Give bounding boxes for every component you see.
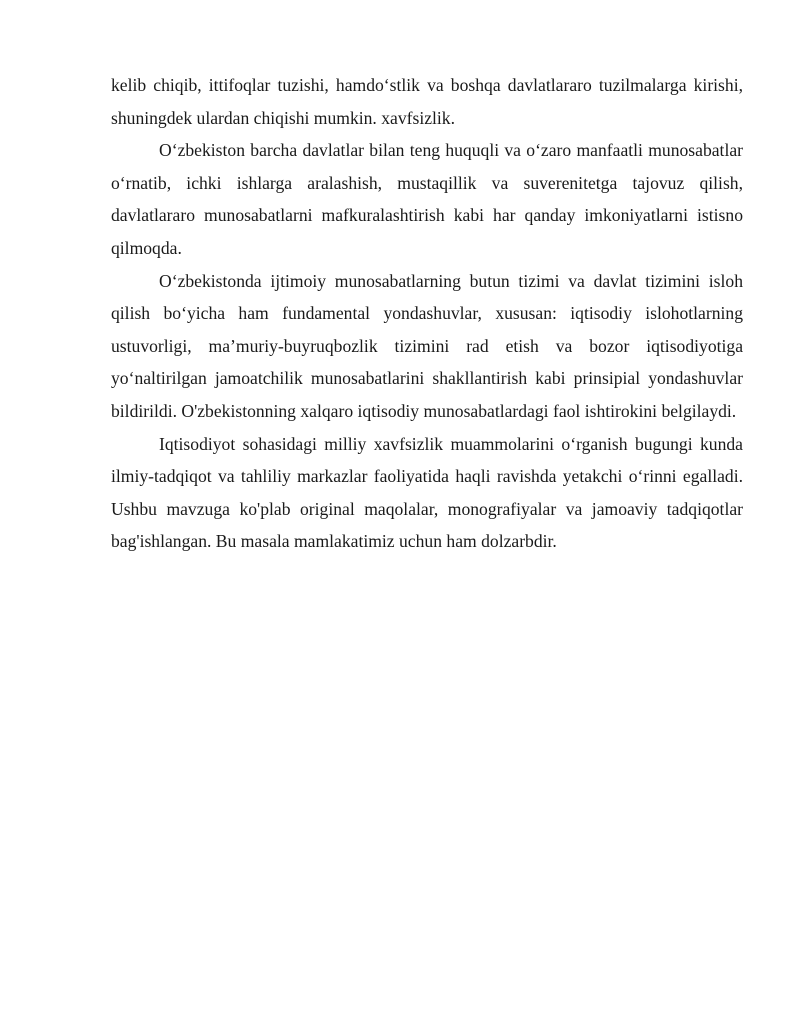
paragraph-social-reforms: O‘zbekistonda ijtimoiy munosabatlarning butun tizimi va davlat tizimini isloh qilish bo‘yicha ham fundamental yondashuvlar, xususan: iqtisodiy islohotlarning ustuvorligi, ma’muriy-buyruqbozlik tizimini rad etish va bozor iqtisodiyotiga yo‘naltirilgan jamoatchilik munosabatlarini shakllantirish kabi prinsipial yondashuvlar bildirildi. O'zbekistonning xalqaro iqtisodiy munosabatlardagi faol ishtirokini belgilaydi. (111, 270, 743, 421)
paragraph-continuation: kelib chiqib, ittifoqlar tuzishi, hamdo‘stlik va boshqa davlatlararo tuzilmalarga kirishi, shuningdek ulardan chiqishi mumkin. xavfsizlik. (111, 75, 743, 128)
paragraph-uzbekistan-relations: O‘zbekiston barcha davlatlar bilan teng huquqli va o‘zaro manfaatli munosabatlar o‘rnatib, ichki ishlarga aralashish, mustaqillik va suverenitetga tajovuz qilish, davlatlararo munosabatlarni mafkuralashtirish kabi har qanday imkoniyatlarni istisno qilmoqda. (111, 140, 743, 258)
paragraph-economic-security: Iqtisodiyot sohasidagi milliy xavfsizlik muammolarini o‘rganish bugungi kunda ilmiy-tadqiqot va tahliliy markazlar faoliyatida haqli ravishda yetakchi o‘rinni egalladi. Ushbu mavzuga ko'plab original maqolalar, monografiyalar va jamoaviy tadqiqotlar bag'ishlangan. Bu masala mamlakatimiz uchun ham dolzarbdir. (111, 433, 743, 552)
document-page (111, 69, 743, 558)
